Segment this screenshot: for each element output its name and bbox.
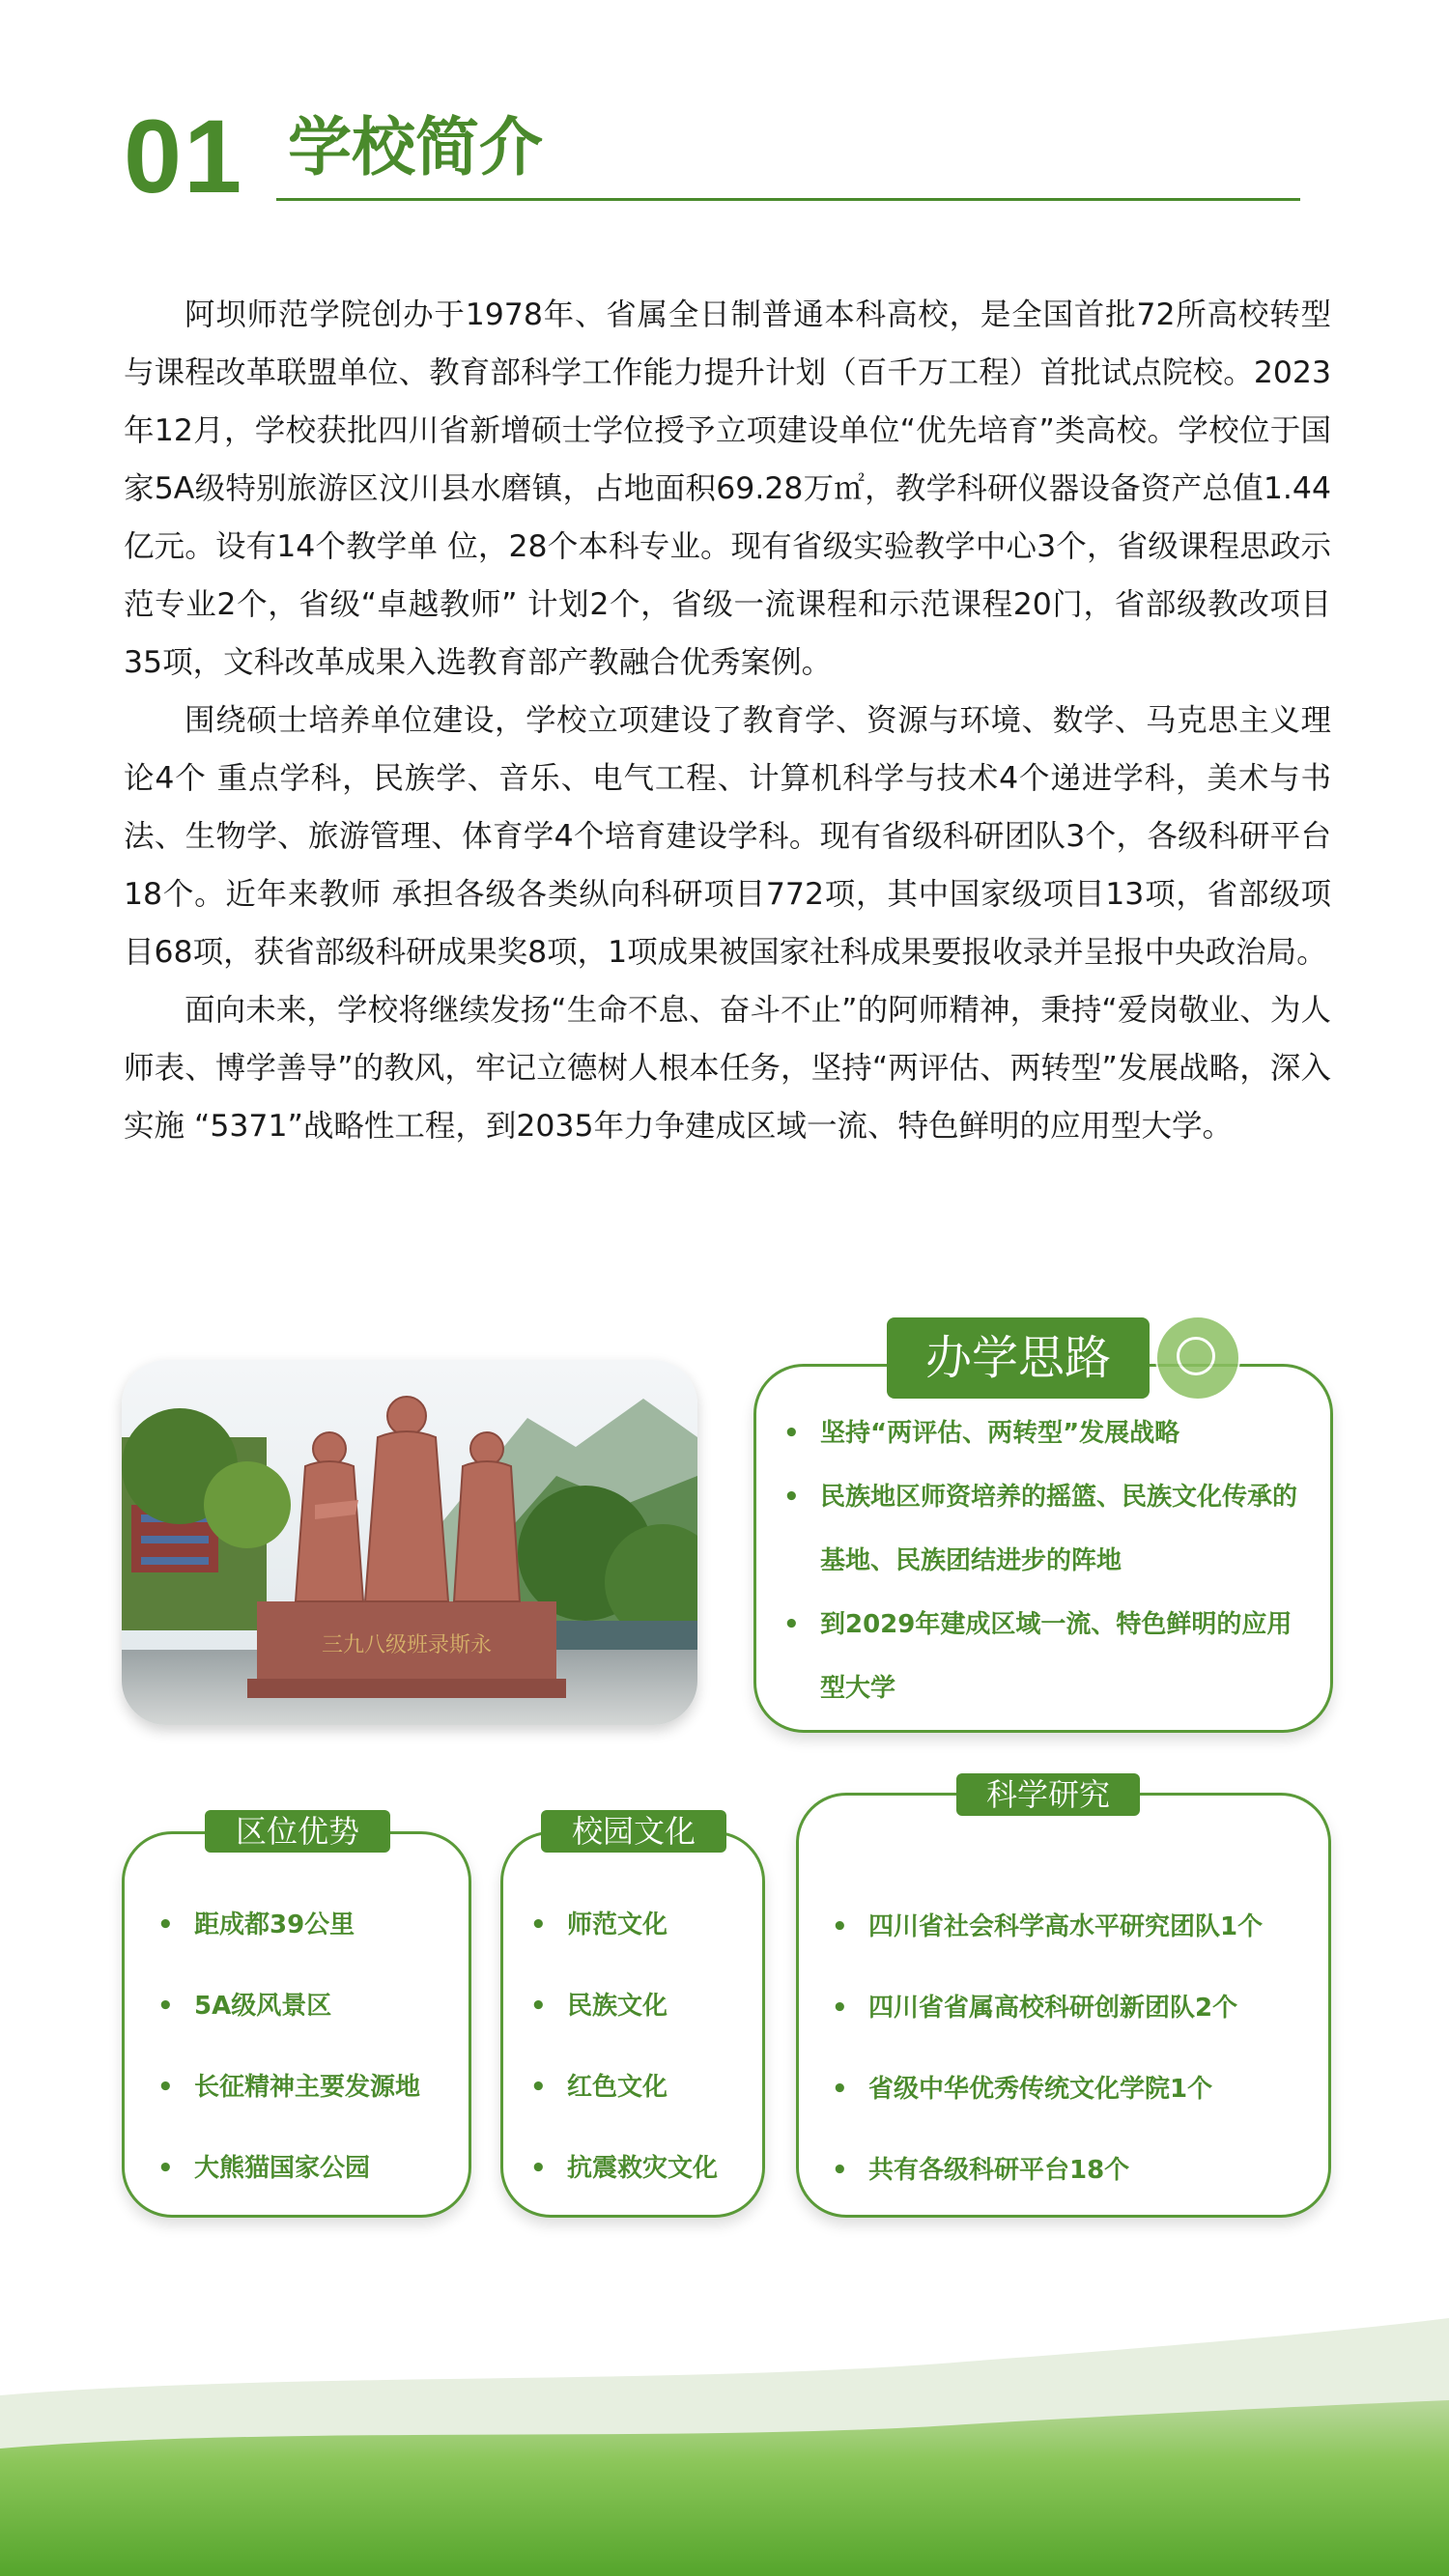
intro-paragraph: 围绕硕士培养单位建设，学校立项建设了教育学、资源与环境、数学、马克思主义理论4个 重点学科，民族学、音乐、电气工程、计算机科学与技术4个递进学科，美术与书法、生物学、旅游管理、体育学4个培育建设学科。现有省级科研团队3个，各级科研平台18个。近年来教师 承担各级各类纵向科研项目772项，其中国家级项目13项，省部级项目68项，获省部级科研成果奖8项，1项成果被国家社科成果要报收录并呈报中央政治局。 [124, 703, 1331, 970]
list-item: • 省级中华优秀传统文化学院1个 [832, 2049, 1315, 2130]
philosophy-card [753, 1364, 1333, 1733]
intro-paragraph: 阿坝师范学院创办于1978年、省属全日制普通本科高校，是全国首批72所高校转型与课程改革联盟单位、教育部科学工作能力提升计划（百千万工程）首批试点院校。2023年12月，学校获批四川省新增硕士学位授予立项建设单位“优先培育”类高校。学校位于国家5A级特别旅游区汶川县水磨镇，占地面积69.28万㎡，教学科研仪器设备资产总值1.44亿元。设有14个教学单 位，28个本科专业。现有省级实验教学中心3个，省级课程思政示范专业2个，省级“卓越教师” 计划2个，省级一流课程和示范课程20门，省部级教改项目35项，文科改革成果入选教育部产教融合优秀案例。 [124, 297, 1331, 680]
list-item: • 师范文化 [530, 1884, 753, 1966]
plinth-inscription: 三九八级班录斯永 [321, 1633, 493, 1657]
list-item: • 大熊猫国家公园 [157, 2128, 457, 2209]
campus-statue-photo [122, 1360, 697, 1725]
intro-text [124, 286, 1331, 1155]
location-card [122, 1831, 471, 2218]
section-number: 01 [124, 98, 244, 214]
circle-deco-icon [1155, 1316, 1240, 1401]
list-item: • 抗震救灾文化 [530, 2128, 753, 2209]
culture-label: 校园文化 [541, 1810, 726, 1853]
list-item: • 距成都39公里 [157, 1884, 457, 1966]
list-item: • 民族地区师资培养的摇篮、民族文化传承的基地、民族团结进步的阵地 [783, 1465, 1305, 1593]
bottom-wave-decoration [0, 2279, 1449, 2576]
title-underline [276, 198, 1300, 201]
philosophy-label: 办学思路 [887, 1317, 1150, 1399]
list-item: • 民族文化 [530, 1966, 753, 2047]
culture-card [500, 1831, 765, 2218]
statue-photo-icon [122, 1360, 697, 1725]
list-item: • 四川省省属高校科研创新团队2个 [832, 1967, 1315, 2049]
list-item: • 5A级风景区 [157, 1966, 457, 2047]
list-item: • 到2029年建成区域一流、特色鲜明的应用型大学 [783, 1593, 1305, 1720]
intro-paragraph: 面向未来，学校将继续发扬“生命不息、奋斗不止”的阿师精神，秉持“爱岗敬业、为人师表、博学善导”的教风，牢记立德树人根本任务，坚持“两评估、两转型”发展战略，深入实施 “5371”战略性工程，到2035年力争建成区域一流、特色鲜明的应用型大学。 [124, 993, 1331, 1144]
list-item: • 共有各级科研平台18个 [832, 2130, 1315, 2211]
research-label: 科学研究 [956, 1773, 1140, 1816]
list-item: • 长征精神主要发源地 [157, 2047, 457, 2128]
section-title: 学校简介 [288, 110, 543, 184]
list-item: • 红色文化 [530, 2047, 753, 2128]
list-item: • 坚持“两评估、两转型”发展战略 [783, 1417, 1305, 1450]
location-label: 区位优势 [205, 1810, 390, 1853]
list-item: • 四川省社会科学高水平研究团队1个 [832, 1886, 1315, 1967]
research-card [796, 1793, 1331, 2218]
